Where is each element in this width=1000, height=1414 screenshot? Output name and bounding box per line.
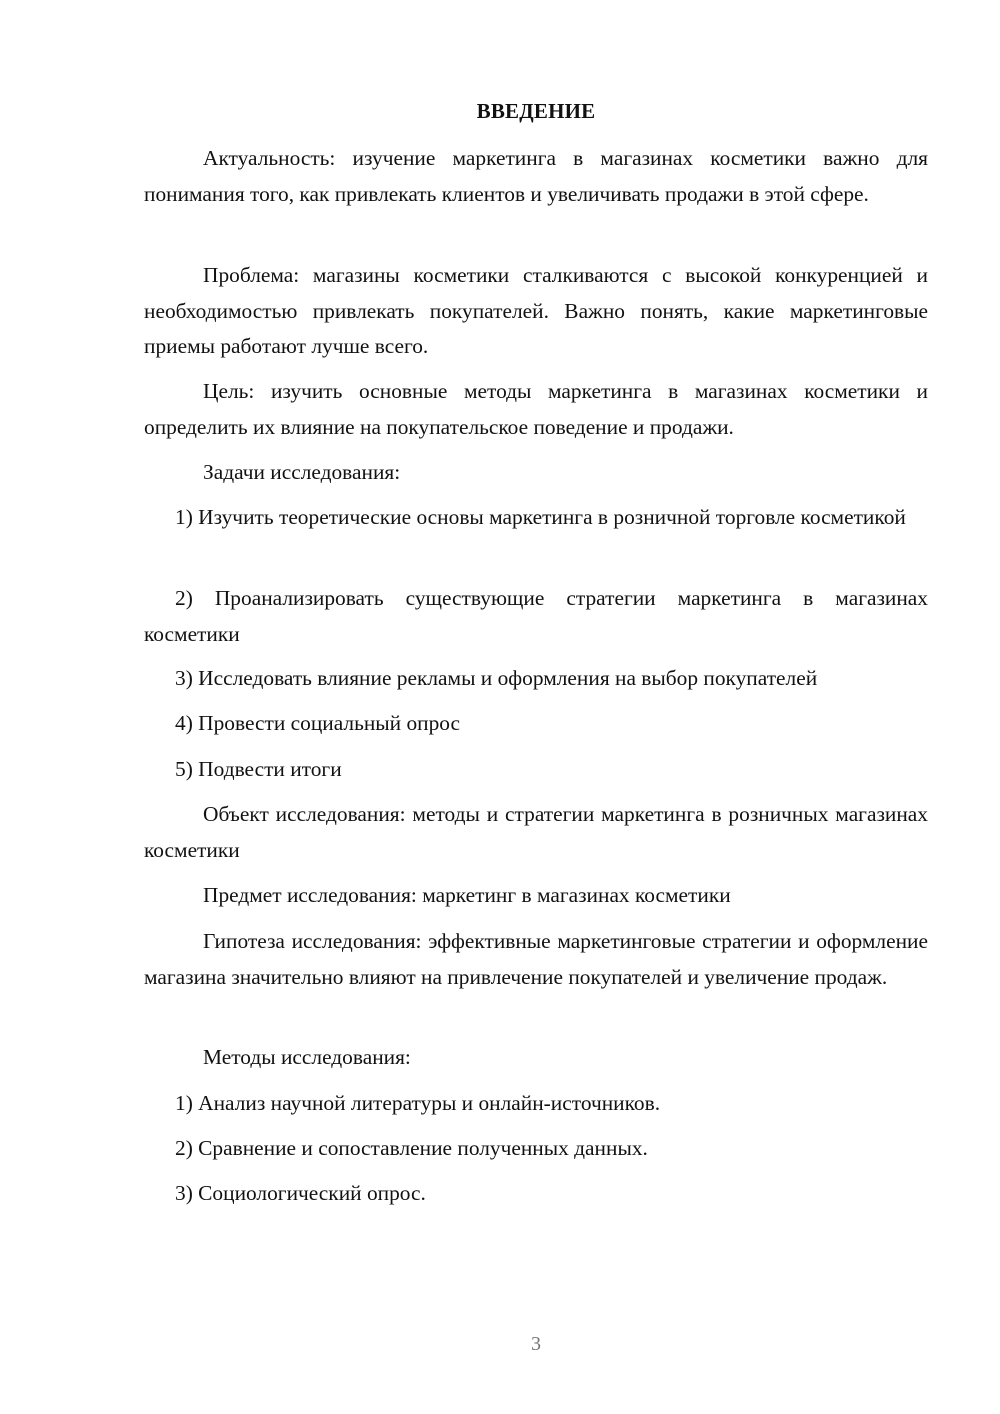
page-title: ВВЕДЕНИЕ [476,99,596,123]
list-item-method-2: 2) Сравнение и сопоставление полученных данных. [175,1136,648,1160]
list-item-method-3: 3) Социологический опрос. [175,1181,426,1205]
list-item-task-4: 4) Провести социальный опрос [175,711,461,735]
paragraph-object: Объект исследования: методы и стратегии маркетинга в розничных магазинах косметики [144,802,928,862]
list-item-task-5: 5) Подвести итоги [175,757,342,781]
paragraph-subject: Предмет исследования: маркетинг в магазинах косметики [203,883,731,907]
list-item-method-1: 1) Анализ научной литературы и онлайн-источников. [175,1091,661,1115]
list-item-task-2: 2) Проанализировать существующие стратегии маркетинга в магазинах косметики [144,586,928,646]
paragraph-tasks-heading: Задачи исследования: [203,460,401,484]
list-item-task-1: 1) Изучить теоретические основы маркетинга в розничной торговле косметикой [175,505,906,529]
paragraph-goal: Цель: изучить основные методы маркетинга в магазинах косметики и определить их влияние на покупательское поведение и продажи. [144,379,928,439]
page-number: 3 [531,1333,541,1355]
paragraph-methods-heading: Методы исследования: [203,1045,411,1069]
paragraph-hypothesis: Гипотеза исследования: эффективные маркетинговые стратегии и оформление магазина значительно влияют на привлечение покупателей и увеличение продаж. [144,929,928,989]
list-item-task-3: 3) Исследовать влияние рекламы и оформления на выбор покупателей [175,666,818,690]
paragraph-problem: Проблема: магазины косметики сталкиваются с высокой конкуренцией и необходимостью привлекать покупателей. Важно понять, какие маркетинговые приемы работают лучше всего. [144,263,928,358]
paragraph-relevance: Актуальность: изучение маркетинга в магазинах косметики важно для понимания того, как привлекать клиентов и увеличивать продажи в этой сфере. [144,146,928,206]
